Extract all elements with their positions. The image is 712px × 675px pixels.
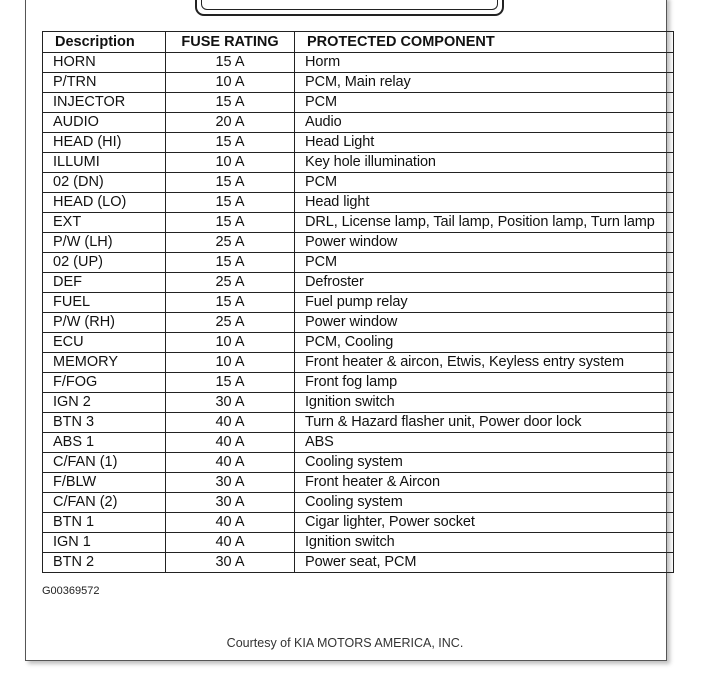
fuse-rating-cell: 15 A xyxy=(166,173,295,193)
table-row xyxy=(43,453,674,473)
fuse-rating-cell: 15 A xyxy=(166,293,295,313)
protected-component-cell: Horm xyxy=(295,53,674,73)
fuse-rating-cell: 30 A xyxy=(166,393,295,413)
table-row xyxy=(43,93,674,113)
fuse-rating-cell: 30 A xyxy=(166,493,295,513)
fuse-description-cell: HEAD (LO) xyxy=(43,193,166,213)
fuse-description-cell: INJECTOR xyxy=(43,93,166,113)
fuse-rating-cell: 10 A xyxy=(166,353,295,373)
fuse-description-cell: IGN 1 xyxy=(43,533,166,553)
fuse-description-cell: P/W (RH) xyxy=(43,313,166,333)
table-row xyxy=(43,233,674,253)
fuse-description-cell: P/W (LH) xyxy=(43,233,166,253)
fuse-rating-cell: 20 A xyxy=(166,113,295,133)
fuse-table xyxy=(42,31,674,573)
protected-component-cell: Turn & Hazard flasher unit, Power door lock xyxy=(295,413,674,433)
table-row xyxy=(43,533,674,553)
fuse-rating-cell: 30 A xyxy=(166,553,295,573)
header-protected-component: PROTECTED COMPONENT xyxy=(295,32,674,53)
protected-component-cell: Key hole illumination xyxy=(295,153,674,173)
header-fuse-rating: FUSE RATING xyxy=(166,32,295,53)
fuse-rating-cell: 15 A xyxy=(166,373,295,393)
protected-component-cell: PCM, Main relay xyxy=(295,73,674,93)
table-row xyxy=(43,173,674,193)
table-header-row xyxy=(43,32,674,53)
table-row xyxy=(43,153,674,173)
table-row xyxy=(43,553,674,573)
protected-component-cell: PCM, Cooling xyxy=(295,333,674,353)
table-row xyxy=(43,433,674,453)
protected-component-cell: PCM xyxy=(295,93,674,113)
fuse-description-cell: F/FOG xyxy=(43,373,166,393)
fuse-description-cell: EXT xyxy=(43,213,166,233)
fuse-description-cell: ECU xyxy=(43,333,166,353)
protected-component-cell: PCM xyxy=(295,253,674,273)
fuse-rating-cell: 40 A xyxy=(166,533,295,553)
protected-component-cell: Power window xyxy=(295,233,674,253)
fuse-description-cell: AUDIO xyxy=(43,113,166,133)
fuse-rating-cell: 15 A xyxy=(166,193,295,213)
fuse-description-cell: FUEL xyxy=(43,293,166,313)
protected-component-cell: DRL, License lamp, Tail lamp, Position lamp, Turn lamp xyxy=(295,213,674,233)
table-row xyxy=(43,373,674,393)
figure-code: G00369572 xyxy=(42,585,100,597)
table-row xyxy=(43,73,674,93)
protected-component-cell: Defroster xyxy=(295,273,674,293)
fuse-box-diagram-inner-edge xyxy=(201,0,498,10)
protected-component-cell: Front heater & aircon, Etwis, Keyless entry system xyxy=(295,353,674,373)
fuse-description-cell: ABS 1 xyxy=(43,433,166,453)
fuse-description-cell: DEF xyxy=(43,273,166,293)
fuse-rating-cell: 15 A xyxy=(166,213,295,233)
protected-component-cell: Front heater & Aircon xyxy=(295,473,674,493)
fuse-description-cell: 02 (UP) xyxy=(43,253,166,273)
protected-component-cell: Cigar lighter, Power socket xyxy=(295,513,674,533)
fuse-description-cell: F/BLW xyxy=(43,473,166,493)
fuse-description-cell: C/FAN (1) xyxy=(43,453,166,473)
protected-component-cell: Head Light xyxy=(295,133,674,153)
fuse-rating-cell: 30 A xyxy=(166,473,295,493)
protected-component-cell: Head light xyxy=(295,193,674,213)
fuse-rating-cell: 40 A xyxy=(166,413,295,433)
fuse-rating-cell: 15 A xyxy=(166,53,295,73)
protected-component-cell: Ignition switch xyxy=(295,533,674,553)
fuse-description-cell: BTN 1 xyxy=(43,513,166,533)
fuse-rating-cell: 25 A xyxy=(166,313,295,333)
table-row xyxy=(43,113,674,133)
table-row xyxy=(43,393,674,413)
fuse-rating-cell: 25 A xyxy=(166,233,295,253)
fuse-description-cell: IGN 2 xyxy=(43,393,166,413)
table-row xyxy=(43,133,674,153)
protected-component-cell: Ignition switch xyxy=(295,393,674,413)
table-row xyxy=(43,473,674,493)
table-row xyxy=(43,353,674,373)
fuse-description-cell: P/TRN xyxy=(43,73,166,93)
fuse-rating-cell: 15 A xyxy=(166,93,295,113)
protected-component-cell: Front fog lamp xyxy=(295,373,674,393)
table-row xyxy=(43,193,674,213)
table-row xyxy=(43,293,674,313)
protected-component-cell: Fuel pump relay xyxy=(295,293,674,313)
table-row xyxy=(43,493,674,513)
table-row xyxy=(43,253,674,273)
fuse-rating-cell: 40 A xyxy=(166,513,295,533)
table-row xyxy=(43,513,674,533)
protected-component-cell: Audio xyxy=(295,113,674,133)
table-row xyxy=(43,413,674,433)
fuse-description-cell: 02 (DN) xyxy=(43,173,166,193)
fuse-rating-cell: 25 A xyxy=(166,273,295,293)
fuse-rating-cell: 15 A xyxy=(166,253,295,273)
fuse-description-cell: ILLUMI xyxy=(43,153,166,173)
protected-component-cell: ABS xyxy=(295,433,674,453)
table-row xyxy=(43,213,674,233)
fuse-description-cell: HEAD (HI) xyxy=(43,133,166,153)
fuse-description-cell: BTN 3 xyxy=(43,413,166,433)
protected-component-cell: Power seat, PCM xyxy=(295,553,674,573)
header-description: Description xyxy=(43,32,166,53)
fuse-rating-cell: 15 A xyxy=(166,133,295,153)
table-row xyxy=(43,273,674,293)
protected-component-cell: PCM xyxy=(295,173,674,193)
table-row xyxy=(43,313,674,333)
fuse-table-body xyxy=(43,53,674,573)
fuse-description-cell: C/FAN (2) xyxy=(43,493,166,513)
fuse-rating-cell: 40 A xyxy=(166,453,295,473)
protected-component-cell: Cooling system xyxy=(295,453,674,473)
protected-component-cell: Cooling system xyxy=(295,493,674,513)
fuse-description-cell: HORN xyxy=(43,53,166,73)
fuse-box-diagram-edge xyxy=(195,0,504,16)
fuse-description-cell: BTN 2 xyxy=(43,553,166,573)
fuse-rating-cell: 10 A xyxy=(166,153,295,173)
fuse-description-cell: MEMORY xyxy=(43,353,166,373)
credit-line: Courtesy of KIA MOTORS AMERICA, INC. xyxy=(226,636,464,650)
fuse-rating-cell: 40 A xyxy=(166,433,295,453)
fuse-rating-cell: 10 A xyxy=(166,73,295,93)
protected-component-cell: Power window xyxy=(295,313,674,333)
table-row xyxy=(43,333,674,353)
table-row xyxy=(43,53,674,73)
fuse-rating-cell: 10 A xyxy=(166,333,295,353)
